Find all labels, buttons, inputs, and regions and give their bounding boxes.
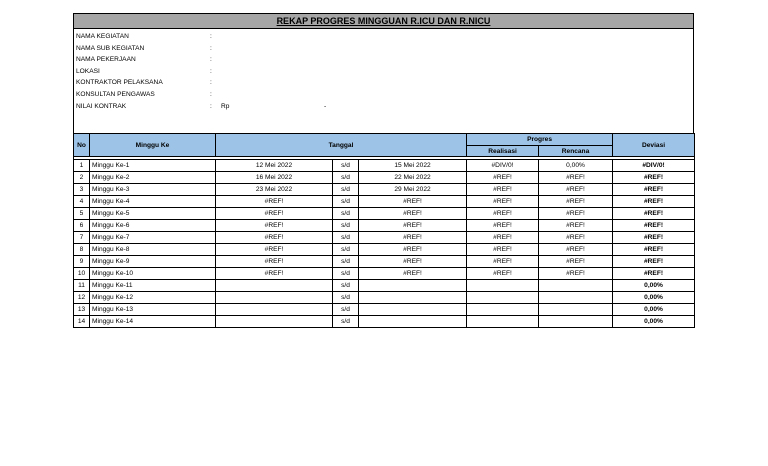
cell-deviasi[interactable]: 0,00%	[613, 280, 695, 292]
cell-rencana[interactable]	[539, 304, 613, 316]
report-title: REKAP PROGRES MINGGUAN R.ICU DAN R.NICU	[276, 16, 491, 26]
cell-minggu-ke[interactable]: Minggu Ke-7	[90, 232, 216, 244]
cell-no[interactable]: 4	[74, 196, 90, 208]
cell-tanggal-start[interactable]: #REF!	[216, 208, 333, 220]
cell-tanggal-end[interactable]	[359, 292, 467, 304]
cell-tanggal-end[interactable]	[359, 316, 467, 328]
cell-realisasi[interactable]: #REF!	[467, 256, 539, 268]
header-rencana[interactable]: Rencana	[539, 146, 613, 157]
cell-deviasi[interactable]: #REF!	[613, 244, 695, 256]
cell-rencana[interactable]: #REF!	[539, 268, 613, 280]
info-colon: :	[210, 44, 212, 52]
cell-sd[interactable]: s/d	[333, 244, 359, 256]
cell-rencana[interactable]: #REF!	[539, 256, 613, 268]
cell-tanggal-end[interactable]: #REF!	[359, 244, 467, 256]
cell-minggu-ke[interactable]: Minggu Ke-11	[90, 280, 216, 292]
cell-tanggal-end[interactable]: 15 Mei 2022	[359, 160, 467, 172]
table-row	[74, 280, 695, 292]
cell-rencana[interactable]	[539, 292, 613, 304]
cell-realisasi[interactable]: #REF!	[467, 184, 539, 196]
cell-minggu-ke[interactable]: Minggu Ke-4	[90, 196, 216, 208]
cell-rencana[interactable]	[539, 280, 613, 292]
cell-deviasi[interactable]: #REF!	[613, 196, 695, 208]
cell-realisasi[interactable]: #REF!	[467, 268, 539, 280]
cell-rencana[interactable]: #REF!	[539, 196, 613, 208]
cell-no[interactable]: 8	[74, 244, 90, 256]
cell-minggu-ke[interactable]: Minggu Ke-1	[90, 160, 216, 172]
info-label: NAMA KEGIATAN	[76, 33, 129, 40]
cell-rencana[interactable]	[539, 316, 613, 328]
info-row	[74, 31, 693, 43]
table-row	[74, 244, 695, 256]
cell-tanggal-start[interactable]	[216, 280, 333, 292]
cell-tanggal-end[interactable]: #REF!	[359, 256, 467, 268]
cell-deviasi[interactable]: #REF!	[613, 268, 695, 280]
info-colon: :	[210, 79, 212, 87]
cell-tanggal-end[interactable]: #REF!	[359, 232, 467, 244]
cell-deviasi[interactable]: 0,00%	[613, 316, 695, 328]
info-row	[74, 66, 693, 78]
info-row	[74, 77, 693, 89]
cell-deviasi[interactable]: #REF!	[613, 184, 695, 196]
table-row	[74, 208, 695, 220]
cell-tanggal-start[interactable]: #REF!	[216, 196, 333, 208]
cell-no[interactable]: 1	[74, 160, 90, 172]
cell-sd[interactable]: s/d	[333, 292, 359, 304]
cell-tanggal-start[interactable]: 12 Mei 2022	[216, 160, 333, 172]
cell-tanggal-start[interactable]: #REF!	[216, 220, 333, 232]
cell-realisasi[interactable]: #REF!	[467, 208, 539, 220]
cell-tanggal-end[interactable]: #REF!	[359, 268, 467, 280]
cell-minggu-ke[interactable]: Minggu Ke-2	[90, 172, 216, 184]
cell-sd[interactable]: s/d	[333, 256, 359, 268]
table-row	[74, 220, 695, 232]
report-sheet	[73, 13, 694, 328]
cell-no[interactable]: 13	[74, 304, 90, 316]
cell-realisasi[interactable]	[467, 316, 539, 328]
project-info	[73, 29, 694, 133]
header-tanggal[interactable]: Tanggal	[216, 134, 467, 157]
table-row	[74, 292, 695, 304]
cell-sd[interactable]: s/d	[333, 208, 359, 220]
cell-tanggal-start[interactable]: #REF!	[216, 256, 333, 268]
info-value: Rp	[221, 102, 230, 110]
header-deviasi[interactable]: Deviasi	[613, 134, 695, 157]
cell-sd[interactable]: s/d	[333, 220, 359, 232]
info-colon: :	[210, 67, 212, 75]
report-title-bar[interactable]	[73, 13, 694, 29]
cell-no[interactable]: 7	[74, 232, 90, 244]
cell-minggu-ke[interactable]: Minggu Ke-3	[90, 184, 216, 196]
cell-tanggal-end[interactable]: #REF!	[359, 208, 467, 220]
cell-deviasi[interactable]: #REF!	[613, 208, 695, 220]
cell-minggu-ke[interactable]: Minggu Ke-14	[90, 316, 216, 328]
cell-realisasi[interactable]: #DIV/0!	[467, 160, 539, 172]
info-label: NAMA PEKERJAAN	[76, 56, 136, 64]
table-row	[74, 304, 695, 316]
info-colon: :	[210, 102, 212, 110]
cell-sd[interactable]: s/d	[333, 316, 359, 328]
cell-realisasi[interactable]: #REF!	[467, 172, 539, 184]
cell-no[interactable]: 9	[74, 256, 90, 268]
info-row	[74, 43, 693, 55]
table-row	[74, 172, 695, 184]
cell-minggu-ke[interactable]: Minggu Ke-12	[90, 292, 216, 304]
info-label: KONSULTAN PENGAWAS	[76, 90, 155, 98]
progress-table	[73, 133, 695, 328]
cell-realisasi[interactable]	[467, 280, 539, 292]
cell-minggu-ke[interactable]: Minggu Ke-8	[90, 244, 216, 256]
cell-tanggal-end[interactable]: 22 Mei 2022	[359, 172, 467, 184]
cell-tanggal-end[interactable]	[359, 280, 467, 292]
cell-deviasi[interactable]: #DIV/0!	[613, 160, 695, 172]
cell-deviasi[interactable]: #REF!	[613, 172, 695, 184]
cell-tanggal-start[interactable]: #REF!	[216, 232, 333, 244]
header-realisasi[interactable]: Realisasi	[467, 146, 539, 157]
cell-sd[interactable]: s/d	[333, 196, 359, 208]
cell-rencana[interactable]: #REF!	[539, 172, 613, 184]
cell-realisasi[interactable]: #REF!	[467, 232, 539, 244]
cell-sd[interactable]: s/d	[333, 160, 359, 172]
cell-sd[interactable]: s/d	[333, 232, 359, 244]
info-dash: -	[324, 102, 327, 110]
cell-rencana[interactable]: #REF!	[539, 232, 613, 244]
info-colon: :	[210, 90, 212, 98]
table-row	[74, 256, 695, 268]
cell-tanggal-end[interactable]: 29 Mei 2022	[359, 184, 467, 196]
table-row	[74, 184, 695, 196]
cell-rencana[interactable]: 0,00%	[539, 160, 613, 172]
cell-deviasi[interactable]: #REF!	[613, 232, 695, 244]
cell-deviasi[interactable]: #REF!	[613, 220, 695, 232]
info-label: NILAI KONTRAK	[76, 102, 127, 110]
cell-deviasi[interactable]: 0,00%	[613, 292, 695, 304]
cell-minggu-ke[interactable]: Minggu Ke-6	[90, 220, 216, 232]
cell-sd[interactable]: s/d	[333, 268, 359, 280]
info-colon: :	[210, 33, 212, 40]
info-row	[74, 89, 693, 101]
cell-tanggal-end[interactable]: #REF!	[359, 196, 467, 208]
table-row	[74, 316, 695, 328]
cell-minggu-ke[interactable]: Minggu Ke-10	[90, 268, 216, 280]
cell-no[interactable]: 12	[74, 292, 90, 304]
info-row	[74, 54, 693, 66]
cell-tanggal-start[interactable]	[216, 292, 333, 304]
info-row	[74, 101, 693, 113]
cell-tanggal-start[interactable]	[216, 304, 333, 316]
cell-no[interactable]: 5	[74, 208, 90, 220]
table-row	[74, 160, 695, 172]
header-minggu-ke[interactable]: Minggu Ke	[90, 134, 216, 157]
info-label: NAMA SUB KEGIATAN	[76, 44, 145, 52]
cell-sd[interactable]: s/d	[333, 280, 359, 292]
info-colon: :	[210, 56, 212, 64]
cell-no[interactable]: 3	[74, 184, 90, 196]
cell-no[interactable]: 10	[74, 268, 90, 280]
cell-deviasi[interactable]: #REF!	[613, 256, 695, 268]
cell-no[interactable]: 2	[74, 172, 90, 184]
cell-realisasi[interactable]: #REF!	[467, 196, 539, 208]
cell-tanggal-start[interactable]	[216, 316, 333, 328]
header-progres[interactable]: Progres	[467, 134, 613, 146]
cell-realisasi[interactable]: #REF!	[467, 244, 539, 256]
cell-minggu-ke[interactable]: Minggu Ke-5	[90, 208, 216, 220]
cell-sd[interactable]: s/d	[333, 304, 359, 316]
cell-tanggal-start[interactable]: #REF!	[216, 244, 333, 256]
cell-tanggal-end[interactable]	[359, 304, 467, 316]
cell-realisasi[interactable]	[467, 304, 539, 316]
cell-no[interactable]: 6	[74, 220, 90, 232]
info-label: KONTRAKTOR PELAKSANA	[76, 79, 163, 87]
cell-no[interactable]: 11	[74, 280, 90, 292]
cell-rencana[interactable]: #REF!	[539, 184, 613, 196]
cell-rencana[interactable]: #REF!	[539, 208, 613, 220]
cell-realisasi[interactable]: #REF!	[467, 220, 539, 232]
cell-rencana[interactable]: #REF!	[539, 244, 613, 256]
cell-realisasi[interactable]	[467, 292, 539, 304]
table-row	[74, 232, 695, 244]
cell-tanggal-start[interactable]: 23 Mei 2022	[216, 184, 333, 196]
cell-deviasi[interactable]: 0,00%	[613, 304, 695, 316]
cell-minggu-ke[interactable]: Minggu Ke-13	[90, 304, 216, 316]
cell-sd[interactable]: s/d	[333, 184, 359, 196]
cell-no[interactable]: 14	[74, 316, 90, 328]
cell-rencana[interactable]: #REF!	[539, 220, 613, 232]
cell-minggu-ke[interactable]: Minggu Ke-9	[90, 256, 216, 268]
table-row	[74, 268, 695, 280]
header-no[interactable]: No	[74, 134, 90, 157]
cell-tanggal-start[interactable]: 16 Mei 2022	[216, 172, 333, 184]
cell-sd[interactable]: s/d	[333, 172, 359, 184]
cell-tanggal-end[interactable]: #REF!	[359, 220, 467, 232]
cell-tanggal-start[interactable]: #REF!	[216, 268, 333, 280]
info-label: LOKASI	[76, 67, 100, 75]
table-row	[74, 196, 695, 208]
